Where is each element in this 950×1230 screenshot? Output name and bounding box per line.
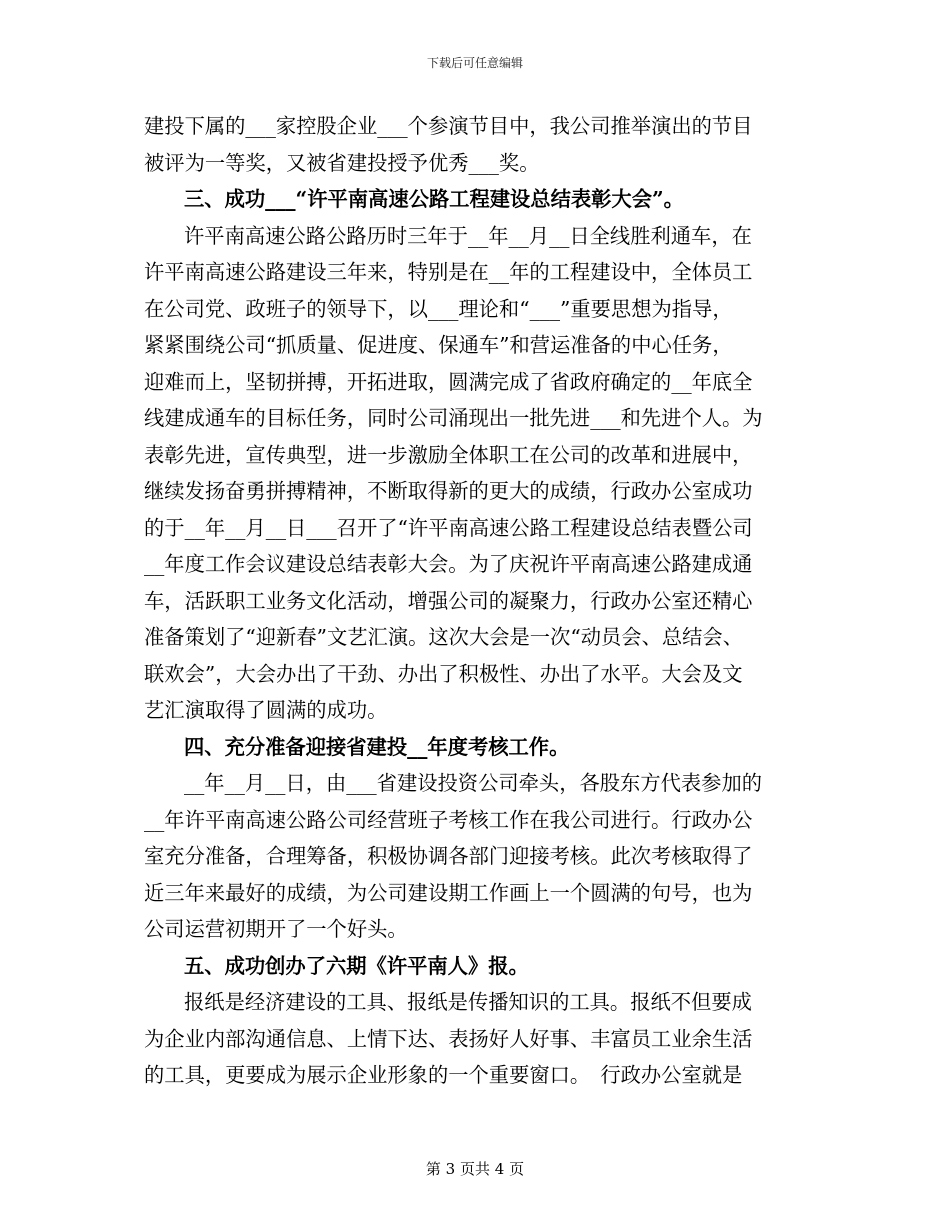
- paragraph-line: 的于__年__月__日___召开了“许平南高速公路工程建设总结表暨公司: [144, 515, 753, 540]
- paragraph-line: 建投下属的___家控股企业___个参演节目中，我公司推举演出的节目: [144, 114, 753, 138]
- paragraph-line: 的工具，更要成为展示企业形象的一个重要窗口。 行政办公室就是: [144, 1063, 743, 1087]
- section-heading: 三、成功___“许平南高速公路工程建设总结表彰大会”。: [184, 187, 684, 211]
- paragraph-line: __年__月__日，由___省建设投资公司牵头，各股东方代表参加的: [184, 771, 763, 795]
- page-header: 下载后可任意编辑: [426, 56, 523, 70]
- paragraph-line: __年度工作会议建设总结表彰大会。为了庆祝许平南高速公路建成通: [144, 552, 753, 576]
- paragraph-line: 艺汇演取得了圆满的成功。: [144, 698, 388, 722]
- paragraph-line: 表彰先进，宣传典型，进一步激励全体职工在公司的改革和进展中，: [144, 442, 753, 467]
- section-heading: 五、成功创办了六期《许平南人》报。: [184, 953, 529, 978]
- paragraph-line: 被评为一等奖，又被省建投授予优秀___奖。: [144, 150, 540, 175]
- page-footer: 第 3 页共 4 页: [425, 1160, 525, 1178]
- paragraph-line: 室充分准备，合理筹备，积极协调各部门迎接考核。此次考核取得了: [144, 844, 753, 868]
- paragraph-line: 紧紧围绕公司“抓质量、促进度、保通车”和营运准备的中心任务，: [144, 333, 733, 357]
- paragraph-line: 许平南高速公路公路历时三年于__年__月__日全线胜利通车，在: [184, 223, 752, 248]
- paragraph-line: 报纸是经济建设的工具、报纸是传播知识的工具。报纸不但要成: [184, 990, 752, 1014]
- paragraph-line: 车，活跃职工业务文化活动，增强公司的凝聚力，行政办公室还精心: [144, 588, 753, 613]
- paragraph-line: 公司运营初期开了一个好头。: [144, 917, 408, 941]
- paragraph-line: 迎难而上，坚韧拼搏，开拓进取，圆满完成了省政府确定的__年底全: [144, 369, 753, 394]
- paragraph-line: 继续发扬奋勇拼搏精神，不断取得新的更大的成绩，行政办公室成功: [144, 479, 753, 503]
- paragraph-line: 许平南高速公路建设三年来，特别是在__年的工程建设中，全体员工: [144, 260, 753, 284]
- paragraph-line: 近三年来最好的成绩，为公司建设期工作画上一个圆满的句号，也为: [144, 880, 753, 905]
- paragraph-line: 为企业内部沟通信息、上情下达、表扬好人好事、丰富员工业余生活: [144, 1026, 753, 1051]
- paragraph-line: 联欢会”，大会办出了干劲、办出了积极性、办出了水平。大会及文: [144, 661, 743, 686]
- document-body: [144, 108, 807, 1094]
- paragraph-line: 准备策划了“迎新春”文艺汇演。这次大会是一次“动员会、总结会、: [144, 625, 743, 649]
- paragraph-line: 线建成通车的目标任务，同时公司涌现出一批先进___和先进个人。为: [144, 406, 763, 430]
- section-heading: 四、充分准备迎接省建投__年度考核工作。: [184, 734, 570, 759]
- paragraph-line: 在公司党、政班子的领导下，以___理论和“___”重要思想为指导，: [144, 296, 733, 321]
- paragraph-line: __年许平南高速公路公司经营班子考核工作在我公司进行。行政办公: [144, 807, 753, 832]
